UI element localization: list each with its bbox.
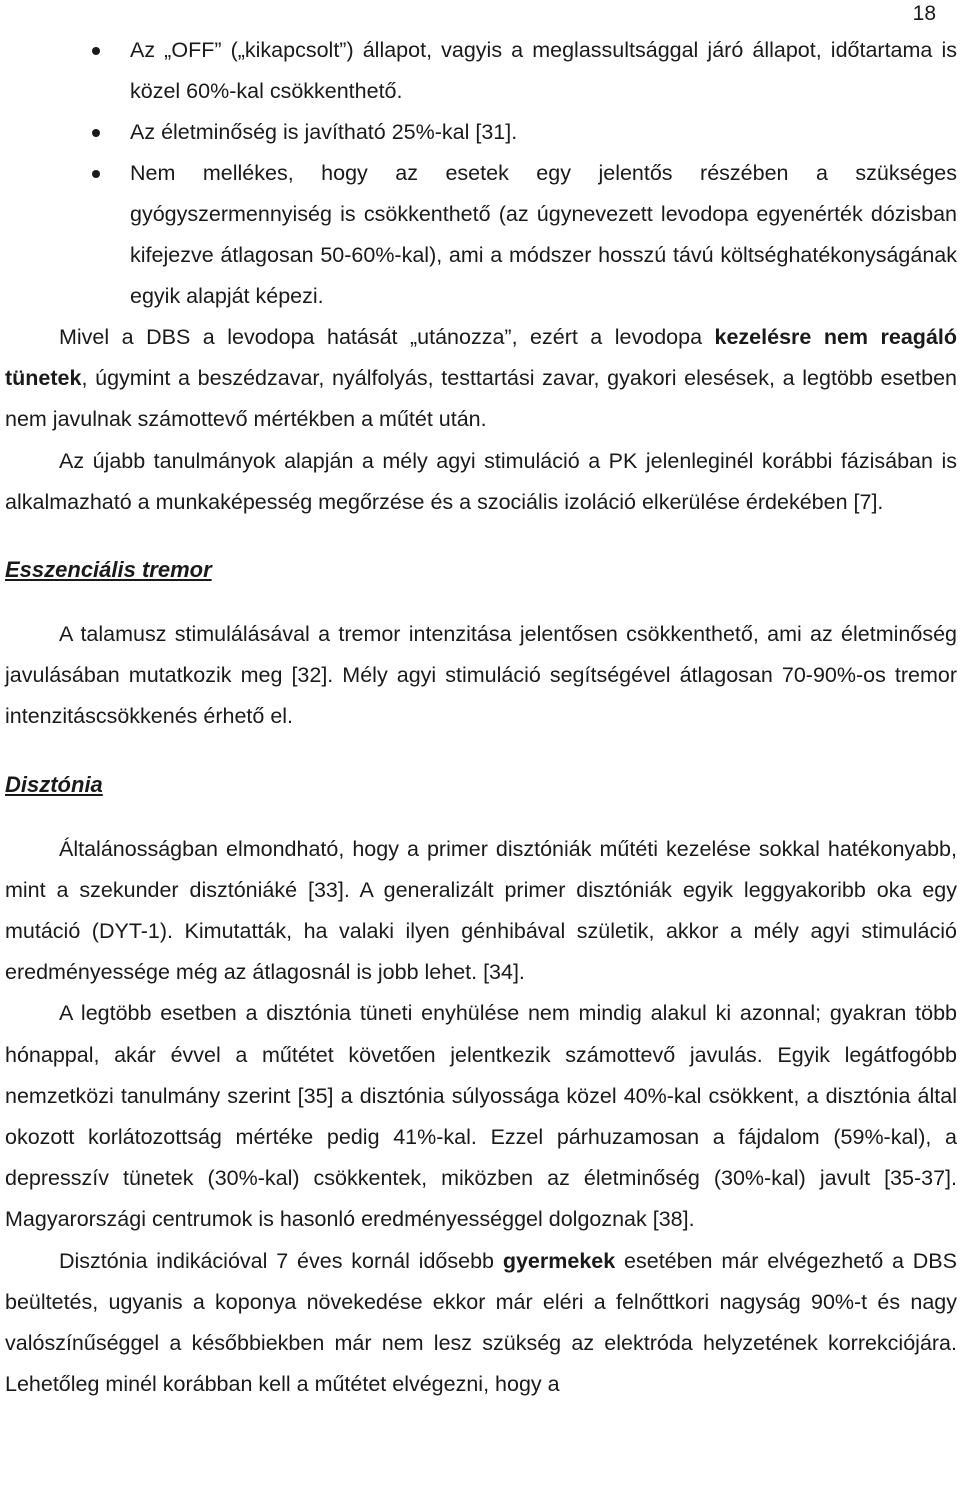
list-item: Nem mellékes, hogy az esetek egy jelentős részében a szükséges gyógyszermennyiség is csökkenthető (az úgynevezett levodopa egyenérték dózisban kifejezve átlagosan 50-60%-kal), ami a módszer hosszú távú költséghatékonyságának egyik alapját képezi.: [5, 153, 957, 317]
list-item: Az életminőség is javítható 25%-kal [31].: [5, 112, 957, 153]
page-number: 18: [912, 2, 936, 25]
paragraph-dbs-limits: [5, 317, 957, 441]
list-item: Az „OFF” („kikapcsolt”) állapot, vagyis a meglassultsággal járó állapot, időtartama is közel 60%-kal csökkenthető.: [5, 30, 957, 112]
paragraph-text: Disztónia indikációval 7 éves kornál idősebb: [59, 1248, 503, 1273]
section-heading-tremor: Esszenciális tremor: [5, 557, 212, 583]
paragraph-text: , úgymint a beszédzavar, nyálfolyás, testtartási zavar, gyakori elesések, a legtöbb esetben nem javulnak számottevő mértékben a műtét után.: [5, 366, 957, 432]
benefit-list: [5, 30, 957, 317]
section-heading-dystonia: Disztónia: [5, 771, 103, 797]
emphasis-text: gyermekek: [502, 1248, 616, 1273]
paragraph-dystonia-3: [5, 1241, 957, 1406]
paragraph-text: Mivel a DBS a levodopa hatását „utánozza”, ezért a levodopa: [59, 325, 715, 349]
paragraph-tremor: A talamusz stimulálásával a tremor intenzitása jelentősen csökkenthető, ami az életminőség javulásában mutatkozik meg [32]. Mély agyi stimuláció segítségével átlagosan 70-90%-os tremor intenzitáscsökkenés érhető el.: [5, 622, 957, 729]
paragraph-dystonia-2: A legtöbb esetben a disztónia tüneti enyhülése nem mindig alakul ki azonnal; gyakran több hónappal, akár évvel a műtétet követően jelentkezik számottevő javulás. Egyik legátfogóbb nemzetközi tanulmány szerint [35] a disztónia súlyossága közel 40%-kal csökkent, a disztónia által okozott korlátozottság mértéke pedig 41%-kal. Ezzel párhuzamosan a fájdalom (59%-kal), a depresszív tünetek (30%-kal) csökkentek, miközben az életminőség (30%-kal) javult [35-37]. Magyarországi centrumok is hasonló eredményességgel dolgoznak [38].: [5, 1001, 957, 1232]
emphasis-text: kezelésre nem reagáló tünetek: [5, 325, 958, 391]
document-page: [5, 30, 957, 1405]
paragraph-early-stage: Az újabb tanulmányok alapján a mély agyi stimuláció a PK jelenleginél korábbi fázisában is alkalmazható a munkaképesség megőrzése és a szociális izoláció elkerülése érdekében [7].: [5, 448, 957, 514]
paragraph-text: esetében már elvégezhető a DBS beültetés, ugyanis a koponya növekedése ekkor már eléri a felnőttkori nagyság 90%-t és nagy valószínűséggel a későbbiekben már nem lesz szükség az elektróda helyzetének korrekciójára. Lehetőleg minél korábban kell a műtétet elvégezni, hogy a: [5, 1248, 957, 1397]
paragraph-dystonia-1: Általánosságban elmondható, hogy a primer disztóniák műtéti kezelése sokkal hatékonyabb, mint a szekunder disztóniáké [33]. A generalizált primer disztóniák egyik leggyakoribb oka egy mutáció (DYT-1). Kimutatták, ha valaki ilyen génhibával születik, akkor a mély agyi stimuláció eredményessége még az átlagosnál is jobb lehet. [34].: [5, 836, 957, 985]
